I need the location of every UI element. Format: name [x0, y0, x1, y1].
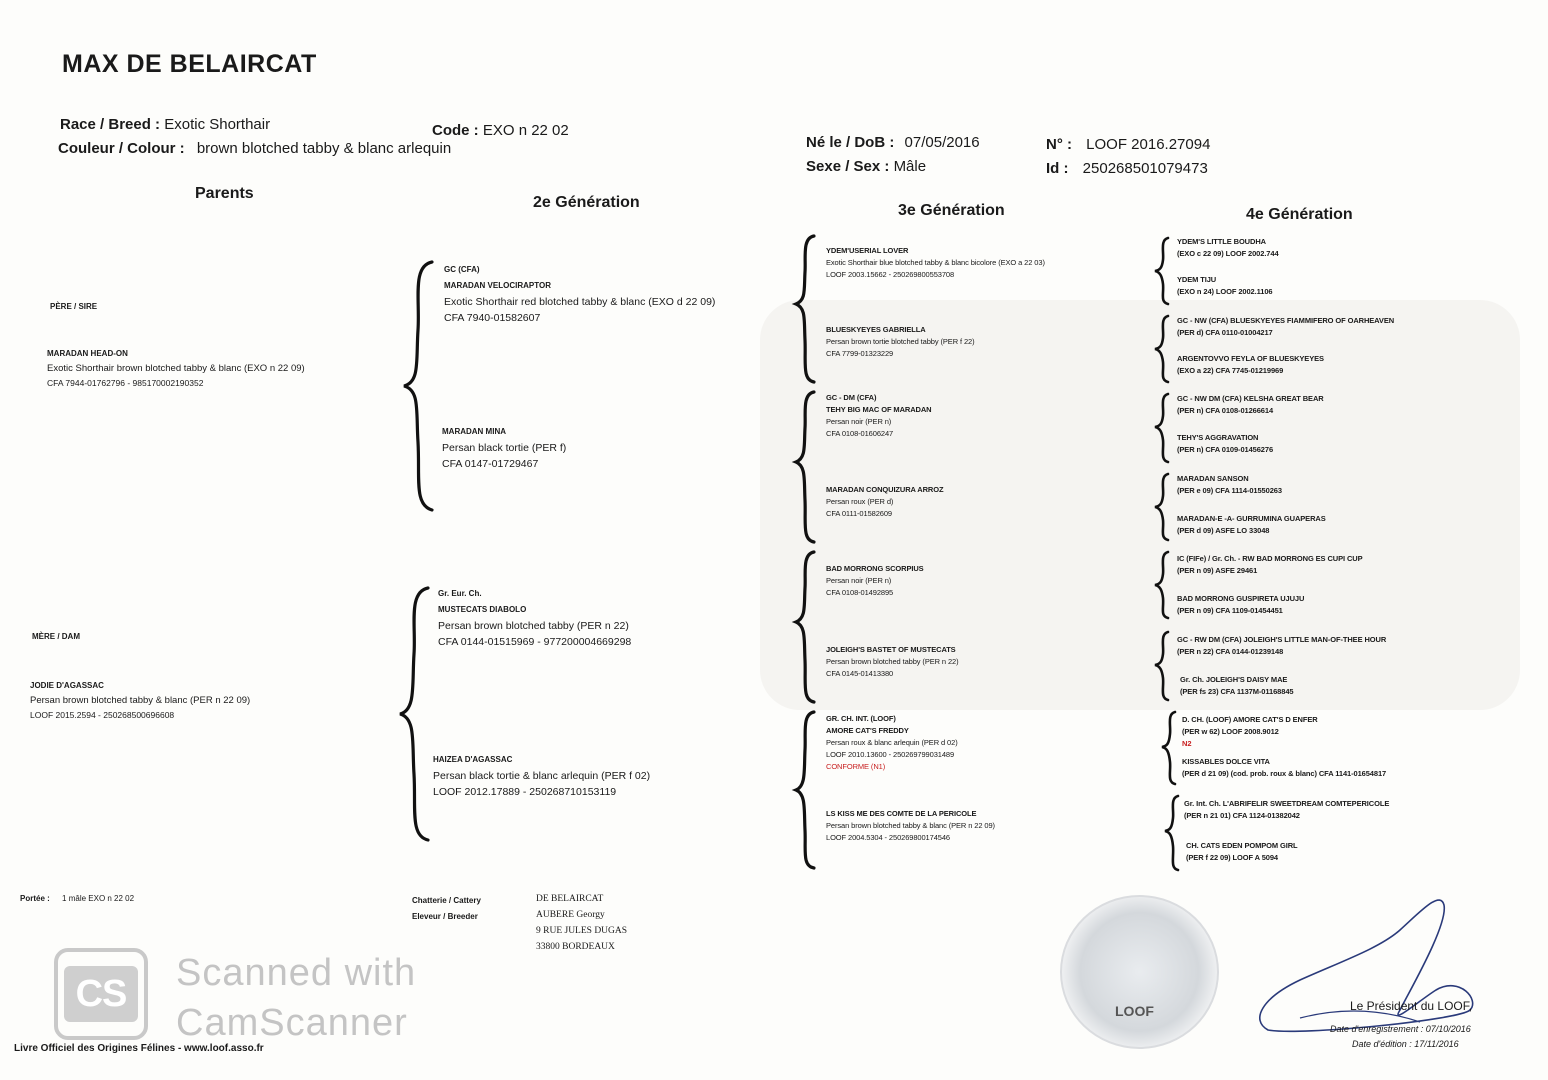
gen3-name: BAD MORRONG SCORPIUS: [826, 564, 924, 573]
gen4-name: KISSABLES DOLCE VITA: [1182, 757, 1270, 766]
gen4-detail: (EXO c 22 09) LOOF 2002.744: [1177, 249, 1279, 258]
breeder-city: 33800 BORDEAUX: [536, 942, 615, 952]
dob-value: 07/05/2016: [904, 134, 980, 151]
gen2-name: HAIZEA D'AGASSAC: [433, 755, 513, 764]
gen2-breed: Persan brown blotched tabby (PER n 22): [438, 620, 629, 632]
code-value: EXO n 22 02: [482, 122, 569, 139]
gen2-reg: CFA 0147-01729467: [442, 458, 539, 470]
gen3-breed: Persan noir (PER n): [826, 576, 892, 585]
gen4-name: YDEM'S LITTLE BOUDHA: [1177, 237, 1266, 246]
gen4-detail: (PER d 21 09) (cod. prob. roux & blanc) CFA 1141-01654817: [1182, 769, 1387, 778]
gen3-name: MARADAN CONQUIZURA ARROZ: [826, 485, 944, 494]
sire-reg: CFA 7944-01762796 - 985170002190352: [47, 378, 204, 388]
sire-name: MARADAN HEAD-ON: [47, 349, 128, 358]
number-value: LOOF 2016.27094: [1086, 136, 1211, 153]
breeder-street: 9 RUE JULES DUGAS: [536, 926, 628, 936]
dob-label: Né le / DoB :: [806, 134, 895, 151]
seal-text: LOOF: [1115, 1003, 1154, 1019]
gen2-reg: LOOF 2012.17889 - 250268710153119: [433, 786, 617, 798]
number-label: N° :: [1046, 136, 1072, 153]
camscanner-line1: Scanned with: [176, 952, 417, 994]
gen4-name: TEHY'S AGGRAVATION: [1177, 433, 1259, 442]
gen3-name: LS KISS ME DES COMTE DE LA PERICOLE: [826, 809, 977, 818]
gen4-detail: (PER w 62) LOOF 2008.9012: [1182, 727, 1279, 736]
gen3-breed: Persan brown tortie blotched tabby (PER f 22): [826, 337, 975, 346]
column-header-gen2: 2e Génération: [533, 194, 640, 211]
gen3-reg: LOOF 2003.15662 - 250269800553708: [826, 270, 955, 279]
gen3-breed: Persan roux & blanc arlequin (PER d 02): [826, 738, 958, 747]
id-label: Id :: [1046, 160, 1069, 177]
breeder-name: AUBERE Georgy: [536, 910, 605, 920]
president-label: Le Président du LOOF,: [1350, 999, 1473, 1013]
dam-name: JODIE D'AGASSAC: [30, 681, 104, 690]
camscanner-logo-text: CS: [64, 966, 138, 1022]
sex-value: Mâle: [893, 158, 927, 175]
gen4-detail: (PER d 09) ASFE LO 33048: [1177, 526, 1270, 535]
gen2-breed: Exotic Shorthair red blotched tabby & blanc (EXO d 22 09): [444, 296, 716, 308]
gen2-title: Gr. Eur. Ch.: [438, 589, 482, 598]
gen3-name: YDEM'USERIAL LOVER: [826, 246, 909, 255]
gen4-name: ARGENTOVVO FEYLA OF BLUESKYEYES: [1177, 354, 1324, 363]
litter-value: 1 mâle EXO n 22 02: [62, 894, 135, 903]
gen3-name: TEHY BIG MAC OF MARADAN: [826, 405, 932, 414]
column-header-gen3: 3e Génération: [898, 202, 1005, 219]
gen4-detail: (PER e 09) CFA 1114-01550263: [1177, 486, 1282, 495]
breeder-label: Eleveur / Breeder: [412, 912, 478, 921]
colour-label: Couleur / Colour :: [58, 140, 185, 157]
gen4-name: Gr. Ch. JOLEIGH'S DAISY MAE: [1180, 675, 1288, 684]
gen3-name: AMORE CAT'S FREDDY: [826, 726, 909, 735]
gen4-detail: (PER n 22) CFA 0144-01239148: [1177, 647, 1284, 656]
camscanner-logo: [54, 948, 148, 1040]
sex-label: Sexe / Sex :: [806, 158, 890, 175]
registration-date: Date d'enregistrement : 07/10/2016: [1330, 1024, 1471, 1034]
gen4-name: Gr. Int. Ch. L'ABRIFELIR SWEETDREAM COMTEPERICOLE: [1184, 799, 1390, 808]
gen4-note: N2: [1182, 739, 1192, 748]
gen4-detail: (PER d) CFA 0110-01004217: [1177, 328, 1273, 337]
dam-reg: LOOF 2015.2594 - 250268500696608: [30, 710, 175, 720]
gen3-breed: Persan noir (PER n): [826, 417, 892, 426]
gen4-name: CH. CATS EDEN POMPOM GIRL: [1186, 841, 1298, 850]
cat-name-title: MAX DE BELAIRCAT: [62, 50, 317, 78]
gen3-reg: LOOF 2010.13600 - 250269799031489: [826, 750, 955, 759]
gen4-detail: (PER n) CFA 0109-01456276: [1177, 445, 1274, 454]
gen3-name: BLUESKYEYES GABRIELLA: [826, 325, 926, 334]
gen2-name: MARADAN MINA: [442, 427, 506, 436]
dam-label: MÈRE / DAM: [32, 632, 80, 641]
camscanner-text: [176, 948, 416, 1048]
gen3-reg: LOOF 2004.5304 - 250269800174546: [826, 833, 950, 842]
sire-label: PÈRE / SIRE: [50, 302, 98, 311]
cattery-name: DE BELAIRCAT: [536, 894, 604, 904]
gen4-name: MARADAN-E -A- GURRUMINA GUAPERAS: [1177, 514, 1326, 523]
gen3-reg: CFA 0108-01606247: [826, 429, 894, 438]
column-header-parents: Parents: [195, 185, 254, 202]
gen4-name: YDEM TIJU: [1177, 275, 1217, 284]
gen2-title: GC (CFA): [444, 265, 480, 274]
gen4-name: MARADAN SANSON: [1177, 474, 1249, 483]
loof-footer-line: Livre Officiel des Origines Félines - www.loof.asso.fr: [14, 1043, 264, 1054]
gen2-breed: Persan black tortie & blanc arlequin (PER f 02): [433, 770, 651, 782]
gen3-name: JOLEIGH'S BASTET OF MUSTECATS: [826, 645, 956, 654]
gen4-detail: (EXO n 24) LOOF 2002.1106: [1177, 287, 1273, 296]
gen4-name: BAD MORRONG GUSPIRETA UJUJU: [1177, 594, 1305, 603]
gen2-name: MUSTECATS DIABOLO: [438, 605, 527, 614]
gen3-title: GC - DM (CFA): [826, 393, 877, 402]
gen3-reg: CFA 7799-01323229: [826, 349, 894, 358]
gen4-name: GC - NW (CFA) BLUESKYEYES FIAMMIFERO OF OARHEAVEN: [1177, 316, 1395, 325]
gen2-reg: CFA 0144-01515969 - 977200004669298: [438, 636, 632, 648]
gen3-reg: CFA 0108-01492895: [826, 588, 894, 597]
id-value: 250268501079473: [1082, 160, 1208, 177]
gen4-detail: (PER f 22 09) LOOF A 5094: [1186, 853, 1278, 862]
gen3-reg: CFA 0111-01582609: [826, 509, 892, 518]
gen4-name: IC (FIFe) / Gr. Ch. - RW BAD MORRONG ES CUPI CUP: [1177, 554, 1363, 563]
gen3-note: CONFORME (N1): [826, 762, 886, 771]
gen3-breed: Persan brown blotched tabby & blanc (PER n 22 09): [826, 821, 995, 830]
cattery-label: Chatterie / Cattery: [412, 896, 481, 905]
gen3-breed: Exotic Shorthair blue blotched tabby & blanc bicolore (EXO a 22 03): [826, 258, 1045, 267]
gen2-name: MARADAN VELOCIRAPTOR: [444, 281, 551, 290]
gen4-name: D. CH. (LOOF) AMORE CAT'S D ENFER: [1182, 715, 1318, 724]
breed-value: Exotic Shorthair: [164, 116, 271, 133]
breed-label: Race / Breed :: [60, 116, 161, 133]
edition-date: Date d'édition : 17/11/2016: [1352, 1039, 1459, 1049]
gen3-breed: Persan roux (PER d): [826, 497, 894, 506]
camscanner-line2: CamScanner: [176, 1002, 408, 1044]
gen2-reg: CFA 7940-01582607: [444, 312, 541, 324]
code-label: Code :: [432, 122, 479, 139]
dam-breed: Persan brown blotched tabby & blanc (PER n 22 09): [30, 695, 251, 706]
gen4-detail: (PER n 09) ASFE 29461: [1177, 566, 1258, 575]
gen4-name: GC - RW DM (CFA) JOLEIGH'S LITTLE MAN-OF-THEE HOUR: [1177, 635, 1387, 644]
gen4-name: GC - NW DM (CFA) KELSHA GREAT BEAR: [1177, 394, 1324, 403]
colour-value: brown blotched tabby & blanc arlequin: [196, 140, 452, 157]
gen4-detail: (PER n 21 01) CFA 1124-01382042: [1184, 811, 1300, 820]
gen4-detail: (PER fs 23) CFA 1137M-01168845: [1180, 687, 1294, 696]
gen3-breed: Persan brown blotched tabby (PER n 22): [826, 657, 959, 666]
gen3-reg: CFA 0145-01413380: [826, 669, 894, 678]
sire-breed: Exotic Shorthair brown blotched tabby & blanc (EXO n 22 09): [47, 363, 305, 374]
gen2-breed: Persan black tortie (PER f): [442, 442, 567, 454]
gen4-detail: (EXO a 22) CFA 7745-01219969: [1177, 366, 1284, 375]
gen4-detail: (PER n) CFA 0108-01266614: [1177, 406, 1274, 415]
gen3-title: GR. CH. INT. (LOOF): [826, 714, 896, 723]
column-header-gen4: 4e Génération: [1246, 206, 1353, 223]
litter-label: Portée :: [20, 894, 50, 903]
gen4-detail: (PER n 09) CFA 1109-01454451: [1177, 606, 1283, 615]
